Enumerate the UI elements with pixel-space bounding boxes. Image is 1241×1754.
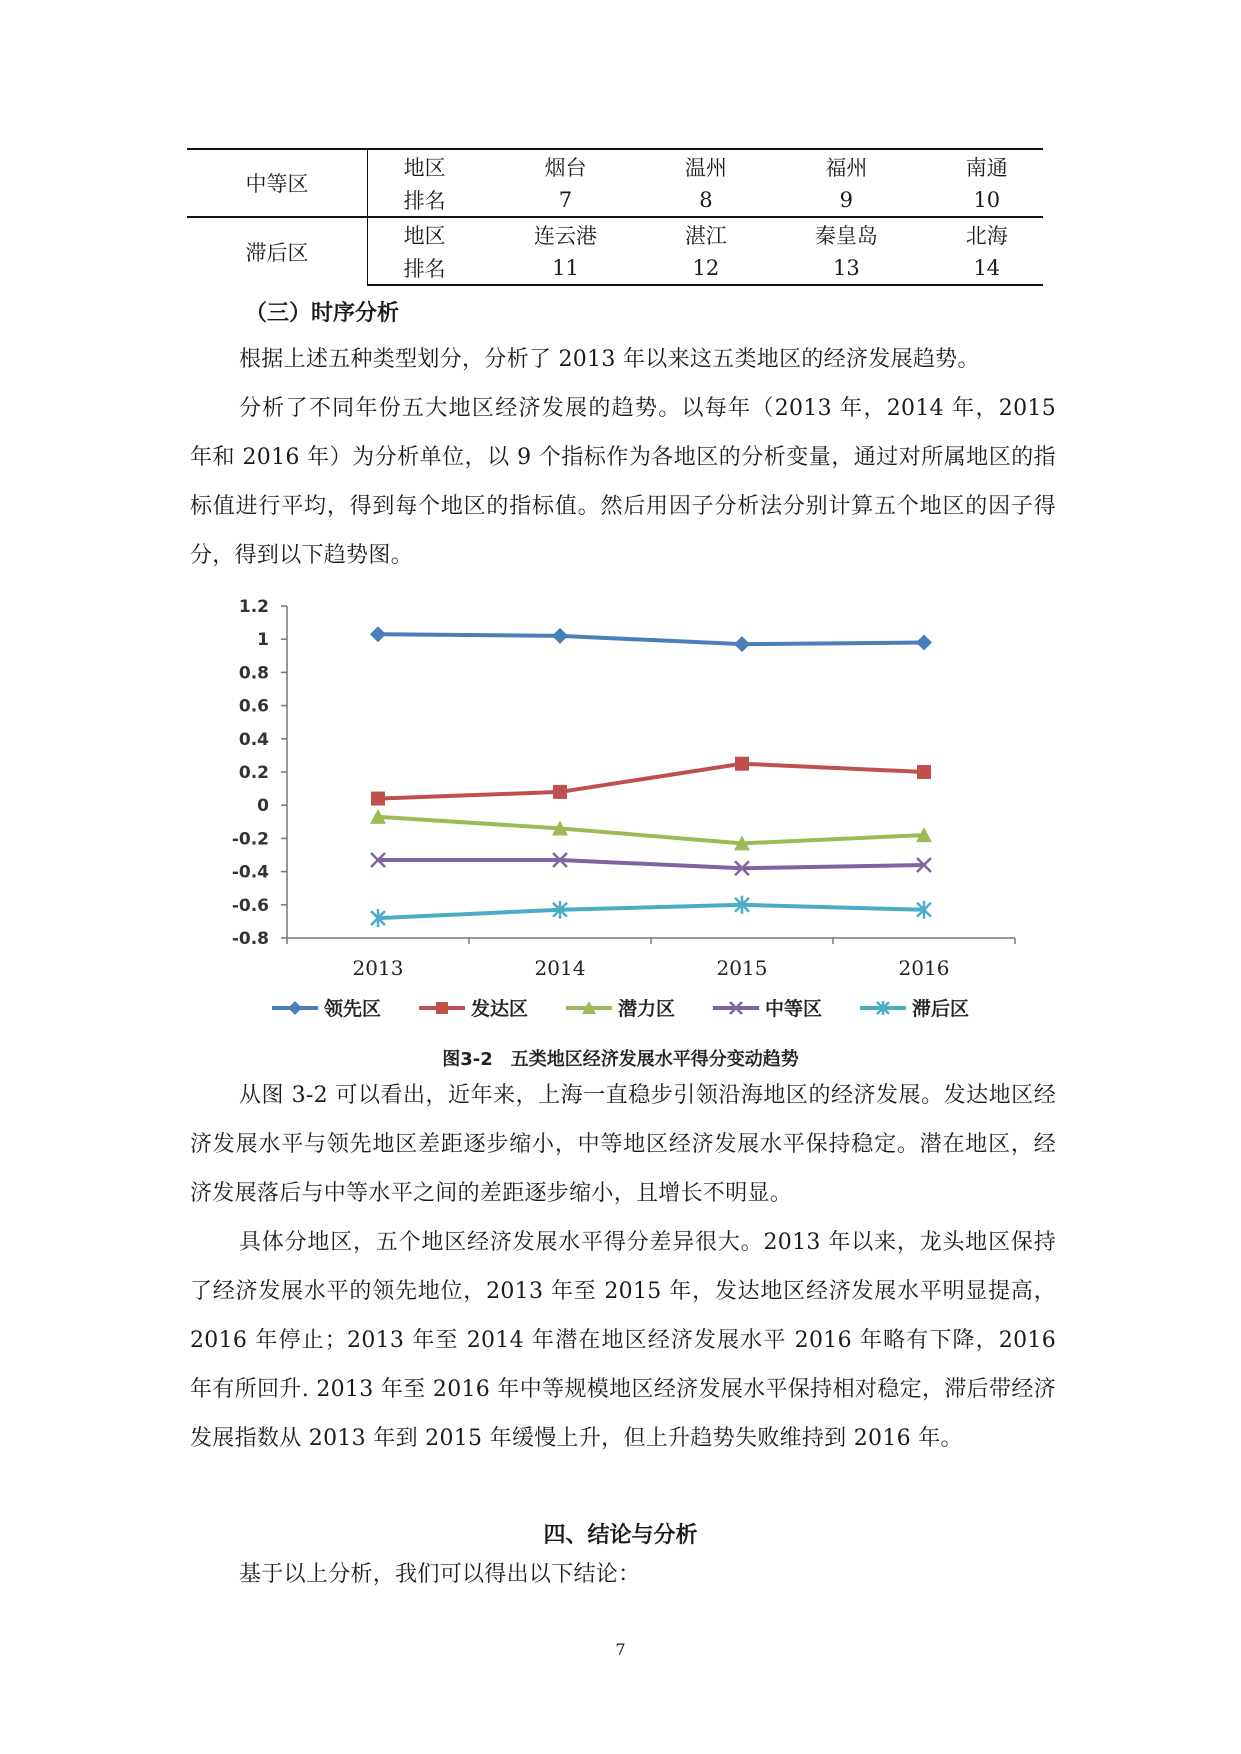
legend-item <box>713 994 822 1021</box>
table-cell: 连云港 <box>481 217 650 251</box>
table-cell: 湛江 <box>650 217 762 251</box>
legend-item <box>419 994 528 1021</box>
legend-label: 领先区 <box>323 998 381 1020</box>
body-text <box>190 1071 1056 1463</box>
legend-swatch-medium <box>713 1000 759 1016</box>
table-cell: 烟台 <box>481 149 650 183</box>
legend-swatch-lagging <box>860 1000 906 1016</box>
table-cell: 8 <box>699 187 713 212</box>
series-line <box>378 764 924 799</box>
paragraph: 基于以上分析，我们可以得出以下结论： <box>239 1562 641 1587</box>
series-line <box>378 634 924 644</box>
table-cell: 10 <box>973 187 1001 212</box>
legend-item <box>860 994 969 1021</box>
section-heading: （三）时序分析 <box>245 301 400 326</box>
y-tick-label: 1.2 <box>238 597 269 617</box>
data-point <box>917 765 931 779</box>
table-header-cell: 排名 <box>403 188 446 213</box>
legend-label: 发达区 <box>470 998 528 1020</box>
y-tick-label: -0.8 <box>231 929 269 949</box>
page-number: 7 <box>615 1640 626 1659</box>
paragraph: 根据上述五种类型划分，分析了 2013 年以来这五类地区的经济发展趋势。 <box>239 347 980 372</box>
table-header-cell: 地区 <box>368 149 482 183</box>
y-tick-label: -0.2 <box>231 829 269 850</box>
legend-swatch-leading <box>272 1000 318 1016</box>
y-tick-label: 1 <box>257 630 269 651</box>
table-cell: 温州 <box>650 149 762 183</box>
y-tick-label: 0.8 <box>238 663 269 684</box>
series-line <box>378 860 924 868</box>
data-point <box>370 626 386 642</box>
y-tick-label: 0.4 <box>238 729 269 750</box>
series-line <box>378 817 924 844</box>
x-tick-label: 2014 <box>534 956 586 980</box>
paragraph: 分析了不同年份五大地区经济发展的趋势。以每年（2013 年，2014 年，2015 年和 2016 年）为分析单位，以 9 个指标作为各地区的分析变量，通过对所属地区的指标值进行平均，得到每个地区的指标值。然后用因子分析法分别计算五个地区的因子得分，得到以下趋势图。 <box>190 396 1056 568</box>
y-tick-label: 0.6 <box>238 696 269 717</box>
data-point <box>734 636 750 652</box>
data-point <box>371 792 385 806</box>
legend-swatch-developed <box>419 1000 465 1016</box>
data-point <box>916 635 932 651</box>
data-point <box>552 628 568 644</box>
series-line <box>378 905 924 918</box>
table-category-cell: 滞后区 <box>187 217 368 285</box>
table-cell: 9 <box>839 187 854 212</box>
y-tick-label: -0.4 <box>231 862 269 883</box>
figure-caption: 图3-2 五类地区经济发展水平得分变动趋势 <box>442 1049 799 1070</box>
table-cell: 14 <box>931 251 1043 285</box>
legend-label: 滞后区 <box>912 998 970 1020</box>
data-point <box>553 785 567 799</box>
table-cell: 11 <box>481 251 650 285</box>
table-cell: 12 <box>650 251 762 285</box>
legend-label: 中等区 <box>765 998 823 1020</box>
legend-item <box>566 994 675 1021</box>
paragraph: 从图 3-2 可以看出，近年来，上海一直稳步引领沿海地区的经济发展。发达地区经济发展水平与领先地区差距逐步缩小，中等地区经济发展水平保持稳定。潜在地区，经济发展落后与中等水平之间的差距逐步缩小，且增长不明显。 <box>190 1083 1056 1206</box>
section4-heading: 四、结论与分析 <box>543 1523 698 1548</box>
table-cell: 北海 <box>931 217 1043 251</box>
y-tick-label: -0.6 <box>231 895 269 916</box>
closing-text <box>190 1550 1056 1599</box>
table-cell: 秦皇岛 <box>762 217 931 251</box>
table-header-cell: 地区 <box>368 217 482 251</box>
table-cell: 13 <box>762 251 931 285</box>
y-tick-label: 0 <box>257 796 269 817</box>
table-cell: 福州 <box>762 149 931 183</box>
table-category-cell: 中等区 <box>187 149 368 217</box>
x-tick-label: 2015 <box>716 956 768 980</box>
chart-legend <box>0 994 1241 1021</box>
table-cell: 7 <box>558 187 573 212</box>
paragraph: 具体分地区，五个地区经济发展水平得分差异很大。2013 年以来，龙头地区保持了经济发展水平的领先地位，2013 年至 2015 年，发达地区经济发展水平明显提高，2016 年停止；2013 年至 2014 年潜在地区经济发展水平 2016 年略有下降，2016 年有所回升. 2013 年至 2016 年中等规模地区经济发展水平保持相对稳定，滞后带经济发展指数从 2013 年到 2015 年缓慢上升，但上升趋势失败维持到 2016 年。 <box>190 1230 1056 1451</box>
y-tick-label: 0.2 <box>238 763 269 783</box>
table-cell: 南通 <box>931 149 1043 183</box>
x-tick-label: 2013 <box>352 956 404 980</box>
table-header-cell: 排名 <box>368 251 482 285</box>
data-point <box>735 757 749 771</box>
legend-swatch-potential <box>566 1000 612 1016</box>
legend-item <box>272 994 381 1021</box>
x-tick-label: 2016 <box>898 956 950 980</box>
legend-label: 潜力区 <box>617 998 675 1020</box>
